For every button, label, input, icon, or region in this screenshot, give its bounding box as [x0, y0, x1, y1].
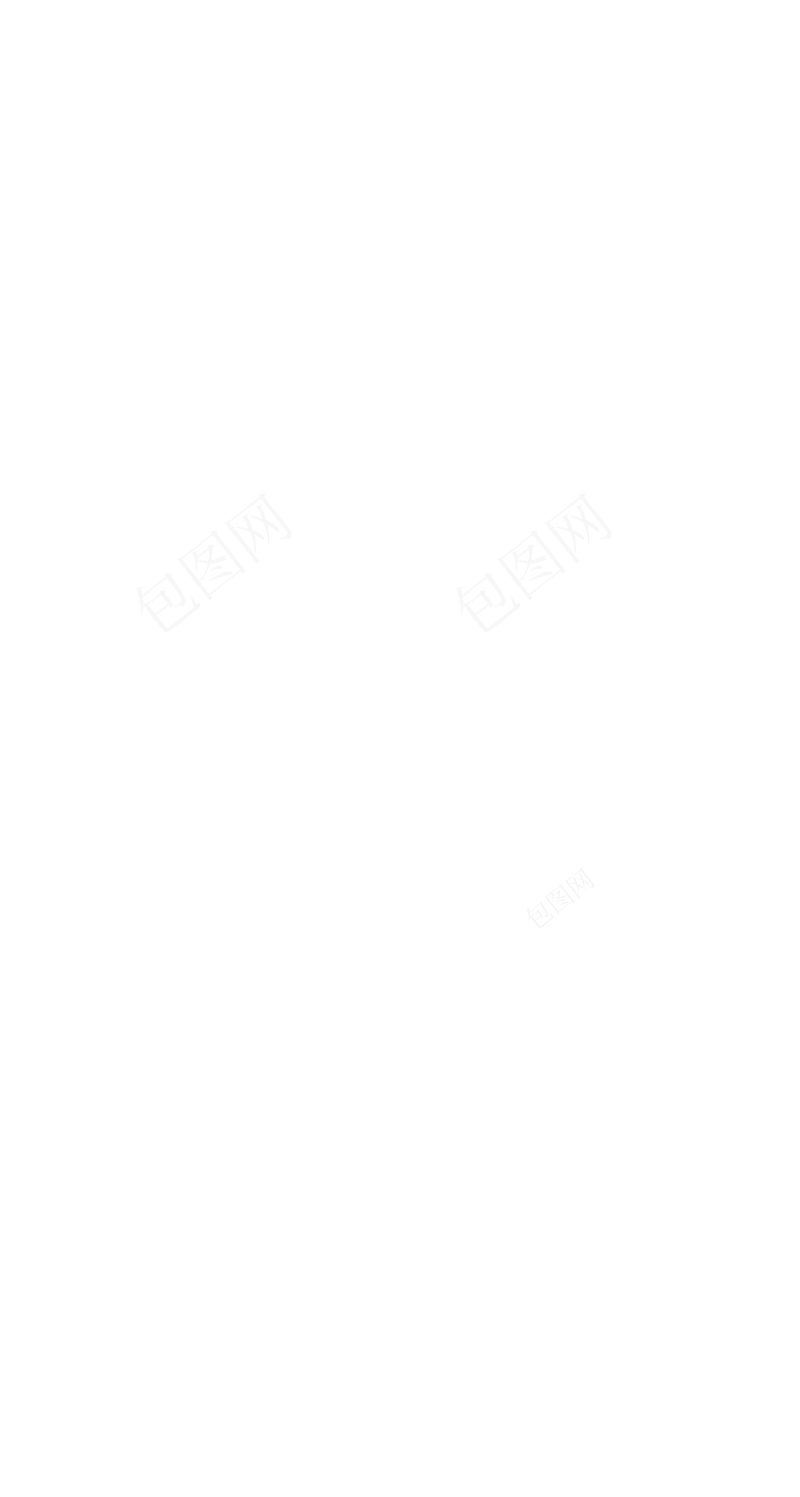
- watermark: [517, 860, 601, 937]
- watermark: [113, 474, 308, 653]
- clipped-top-line: [24, 0, 776, 12]
- watermark: [433, 474, 628, 653]
